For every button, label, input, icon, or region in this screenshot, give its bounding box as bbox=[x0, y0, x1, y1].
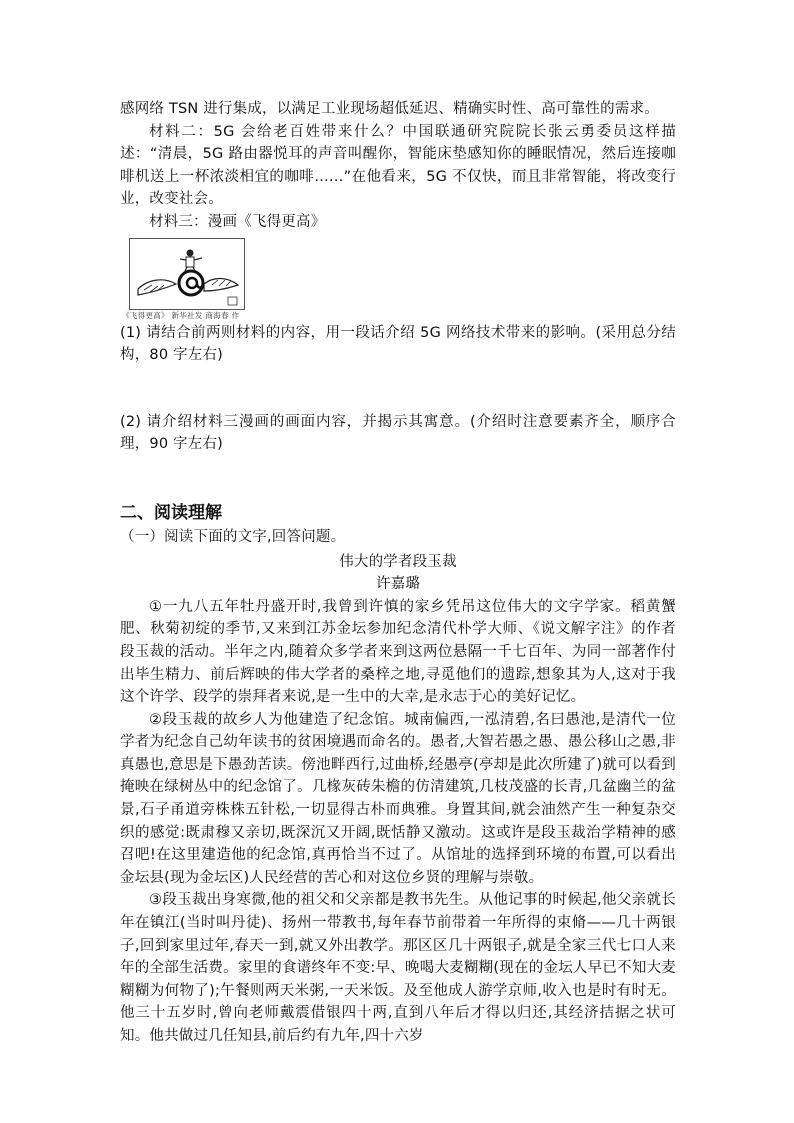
reading-intro: （一）阅读下面的文字,回答问题。 bbox=[120, 528, 346, 545]
material1-continuation: 感网络 TSN 进行集成，以满足工业现场超低延迟、精确实时性、高可靠性的需求。 bbox=[120, 101, 659, 117]
section-heading: 二、阅读理解 bbox=[120, 502, 222, 523]
question-1: (1) 请结合前两则材料的内容，用一段话介绍 5G 网络技术带来的影响。(采用总分结构，80 字左右) bbox=[120, 324, 676, 364]
question-2: (2) 请介绍材料三漫画的画面内容，并揭示其寓意。(介绍时注意要素齐全，顺序合理，90 字左右) bbox=[120, 413, 676, 453]
article-paragraph-2: ②段玉裁的故乡人为他建造了纪念馆。城南偏西,一泓清碧,名曰愚池,是清代一位学者为纪念自己幼年读书的贫困境遇而命名的。愚者,大智若愚之愚、愚公移山之愚,非真愚也,意思是下愚劲苦读。傍池畔西行,过曲桥,经愚亭(亭却是此次所建了)就可以看到掩映在绿树丛中的纪念馆了。几椽灰砖朱檐的仿清建筑,几枝茂盛的长青,几盆幽兰的盆景,石子甬道旁株株五针松,一切显得古朴而典雅。身置其间,就会油然产生一种复杂交织的感觉:既肃穆又亲切,既深沉又开阔,既恬静又激动。这或许是段玉裁治学精神的感召吧!在这里建造他的纪念馆,真再恰当不过了。从馆址的选择到环境的布置,可以看出金坛县(现为金坛区)人民经营的苦心和对这位乡贤的理解与崇敬。 bbox=[120, 711, 676, 886]
document-page bbox=[120, 98, 676, 1048]
material2-paragraph: 材料二：5G 会给老百姓带来什么？中国联通研究院院长张云勇委员这样描述：“清晨，5G 路由器悦耳的声音叫醒你，智能床垫感知你的睡眠情况，然后连接咖啡机送上一杯浓淡相宜的咖啡……”在他看来，5G 不仅快，而且非常智能，将改变行业，改变社会。 bbox=[120, 123, 676, 208]
article-title: 伟大的学者段玉裁 bbox=[339, 553, 457, 570]
article-author: 许嘉璐 bbox=[375, 576, 421, 593]
cartoon-illustration bbox=[130, 239, 244, 309]
article-paragraph-3: ③段玉裁出身寒微,他的祖父和父亲都是教书先生。从他记事的时候起,他父亲就长年在镇江(当时叫丹徒)、扬州一带教书,每年春节前带着一年所得的束脩——几十两银子,回到家里过年,春天一到,就又外出教学。那区区几十两银子,就是全家三代七口人来年的全部生活费。家里的食谱终年不变:早、晚喝大麦糊糊(现在的金坛人早已不知大麦糊糊为何物了);午餐则两天米粥,一天米饭。及至他成人游学京师,收入也是时有时无。他三十五岁时,曾向老师戴震借银四十两,直到八年后才得以归还,其经济拮据之状可知。他共做过几任知县,前后约有九年,四十六岁 bbox=[120, 892, 676, 1044]
cartoon-caption: 《飞得更高》 新华社发 商海春 作 bbox=[122, 310, 240, 320]
material3-label: 材料三：漫画《飞得更高》 bbox=[149, 213, 326, 230]
article-paragraph-1: ①一九八五年牡丹盛开时,我曾到许慎的家乡凭吊这位伟大的文字学家。稻黄蟹肥、秋菊初绽的季节,又来到江苏金坛参加纪念清代朴学大师、《说文解字注》的作者段玉裁的活动。半年之内,随着众多学者来到这两位悬隔一千七百年、为同一部著作付出毕生精力、前后辉映的伟大学者的桑梓之地,寻觅他们的遗踪,想象其为人,这对于我这个许学、段学的崇拜者来说,是一生中的大幸,是永志于心的美好记忆。 bbox=[120, 598, 676, 706]
cartoon-image bbox=[129, 238, 245, 310]
